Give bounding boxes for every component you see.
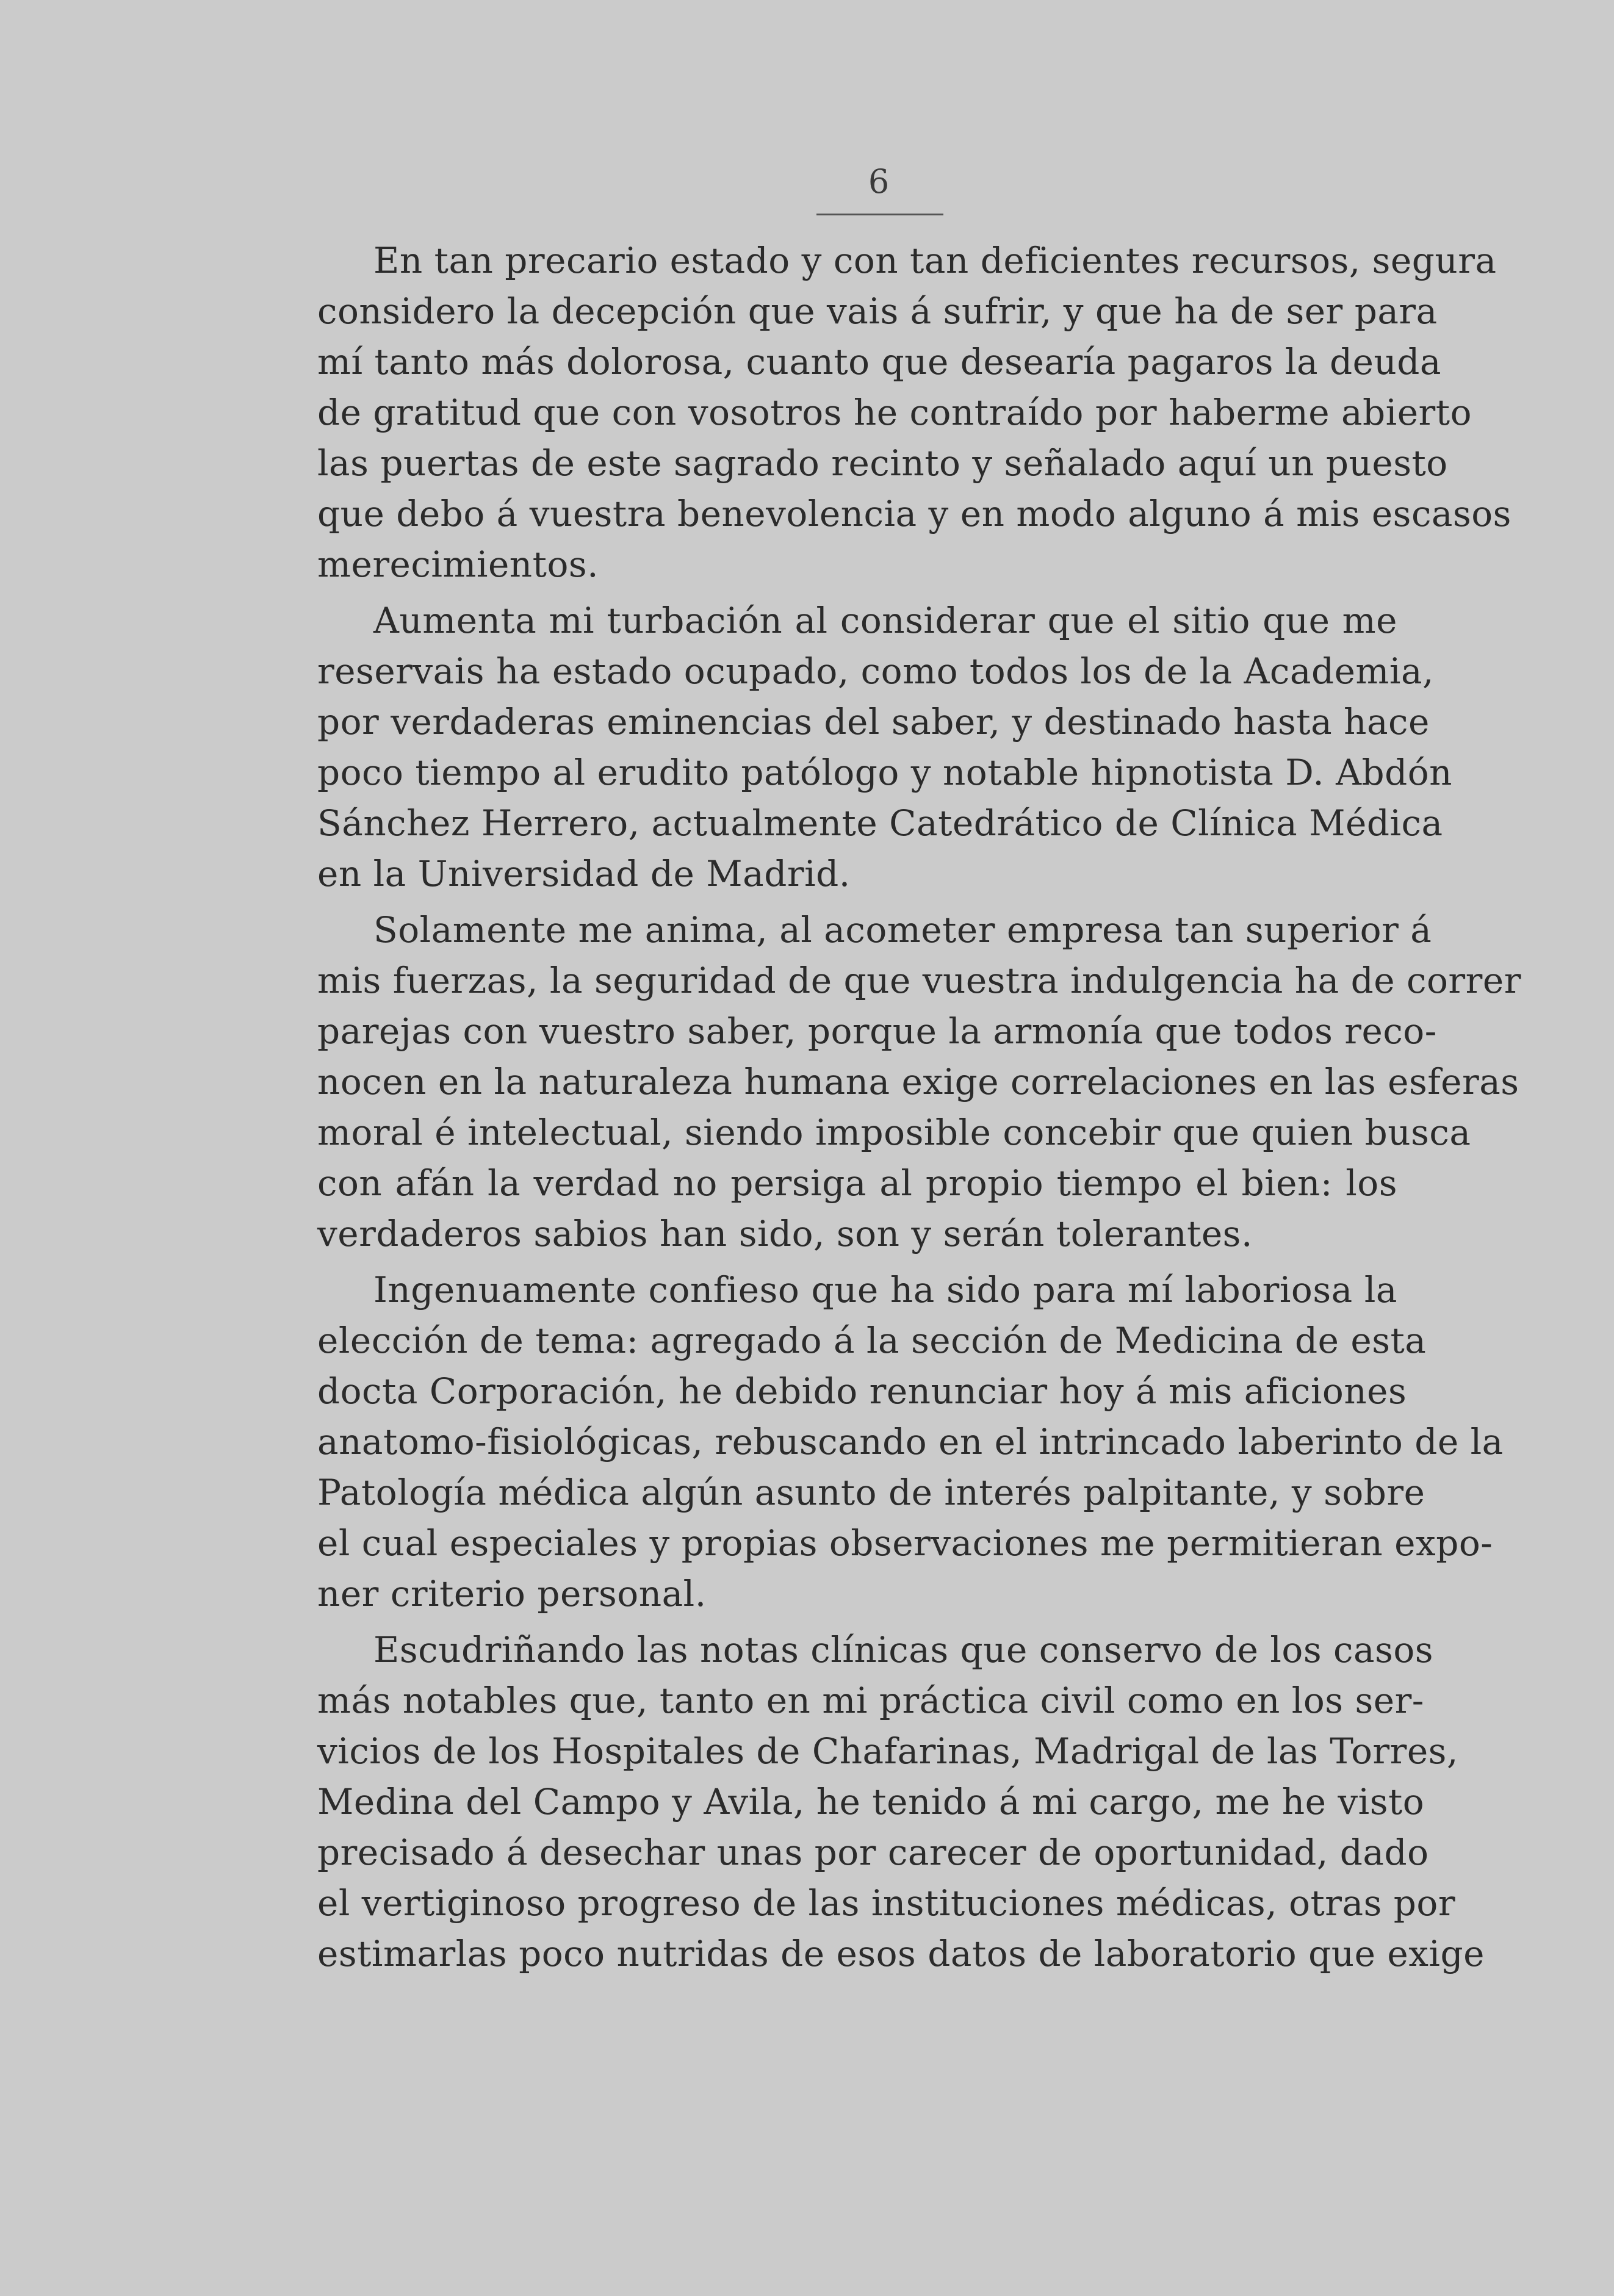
text-line: el cual especiales y propias observaciones me permitieran expo- [317,1522,1493,1564]
text-line: mí tanto más dolorosa, cuanto que desearía pagaros la deuda [317,341,1441,383]
text-line: Medina del Campo y Avila, he tenido á mi cargo, me he visto [317,1781,1425,1823]
text-line: con afán la verdad no persiga al propio tiempo el bien: los [317,1162,1397,1204]
text-line: el vertiginoso progreso de las instituciones médicas, otras por [317,1882,1456,1924]
text-line: estimarlas poco nutridas de esos datos de laboratorio que exige [317,1933,1485,1974]
text-line: Escudriñando las notas clínicas que conservo de los casos [373,1629,1434,1671]
text-line: considero la decepción que vais á sufrir, y que ha de ser para [317,290,1438,332]
text-line: merecimientos. [317,544,599,585]
text-line: más notables que, tanto en mi práctica civil como en los ser- [317,1680,1424,1721]
text-line: ner criterio personal. [317,1573,707,1614]
text-line: poco tiempo al erudito patólogo y notable hipnotista D. Abdón [317,752,1453,793]
text-line: mis fuerzas, la seguridad de que vuestra indulgencia ha de correr [317,960,1521,1001]
text-line: reservais ha estado ocupado, como todos los de la Academia, [317,650,1434,692]
text-line: Sánchez Herrero, actualmente Catedrático de Clínica Médica [317,802,1443,844]
text-line: en la Universidad de Madrid. [317,853,851,894]
text-line: verdaderos sabios han sido, son y serán tolerantes. [317,1213,1253,1254]
text-line: moral é intelectual, siendo imposible concebir que quien busca [317,1112,1471,1153]
text-line: Ingenuamente confieso que ha sido para mí laboriosa la [373,1269,1397,1311]
text-line: por verdaderas eminencias del saber, y destinado hasta hace [317,701,1430,743]
page-number-rule [816,214,943,215]
text-line: anatomo-fisiológicas, rebuscando en el intrincado laberinto de la [317,1421,1504,1463]
text-line: En tan precario estado y con tan deficientes recursos, segura [373,240,1497,281]
text-line: Aumenta mi turbación al considerar que el sitio que me [373,600,1397,641]
text-line: Solamente me anima, al acometer empresa tan superior á [373,909,1432,951]
text-line: que debo á vuestra benevolencia y en modo alguno á mis escasos [317,493,1511,534]
text-line: de gratitud que con vosotros he contraído por haberme abierto [317,392,1472,433]
text-line: nocen en la naturaleza humana exige correlaciones en las esferas [317,1061,1519,1103]
text-line: docta Corporación, he debido renunciar hoy á mis aficiones [317,1370,1407,1412]
page-number: 6 [868,162,890,201]
text-line: precisado á desechar unas por carecer de oportunidad, dado [317,1832,1429,1873]
text-line: vicios de los Hospitales de Chafarinas, Madrigal de las Torres, [317,1730,1458,1772]
text-line: parejas con vuestro saber, porque la armonía que todos reco- [317,1010,1437,1052]
text-line: elección de tema: agregado á la sección de Medicina de esta [317,1320,1427,1361]
text-line: las puertas de este sagrado recinto y señalado aquí un puesto [317,442,1448,484]
text-line: Patología médica algún asunto de interés palpitante, y sobre [317,1472,1425,1513]
